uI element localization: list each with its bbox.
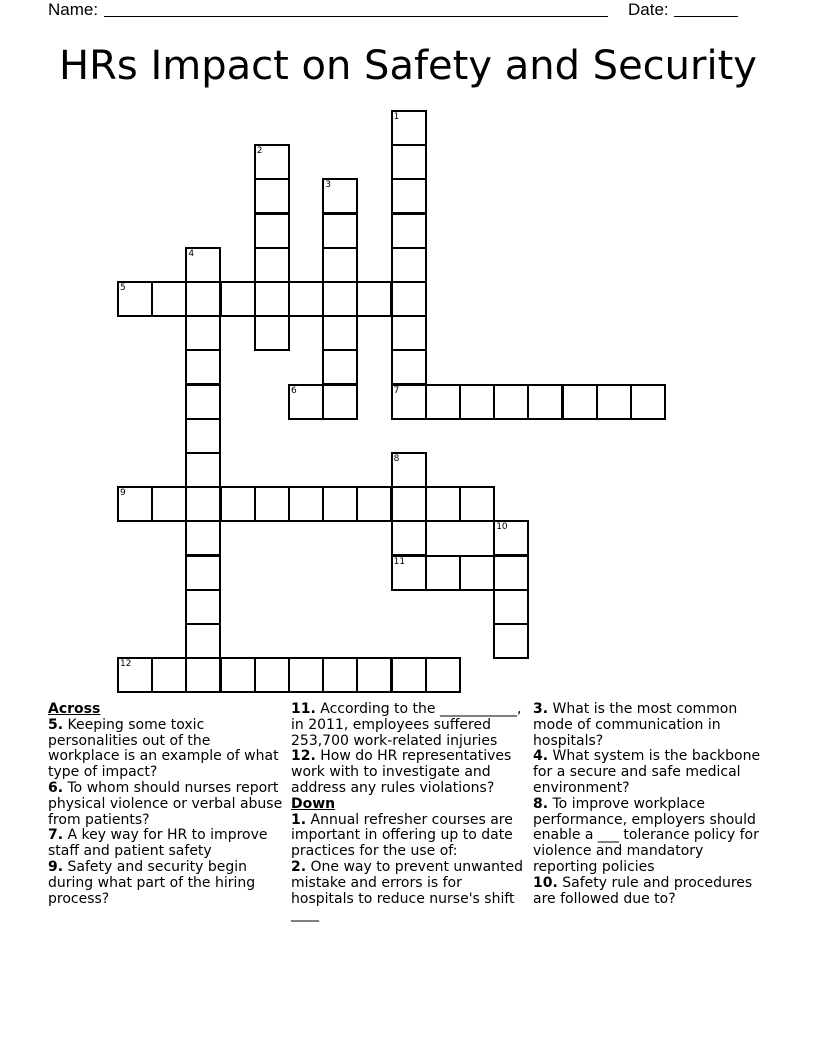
clue-number: 12 <box>120 659 132 670</box>
crossword-cell[interactable] <box>322 281 358 317</box>
crossword-cell[interactable] <box>391 520 427 556</box>
crossword-cell[interactable] <box>391 657 427 693</box>
crossword-cell[interactable] <box>185 520 221 556</box>
crossword-cell[interactable] <box>391 110 427 146</box>
clue-item-text: What system is the backbone for a secure and safe medical environment? <box>533 748 761 796</box>
clue-number: 4 <box>188 248 195 259</box>
clue-item <box>48 860 284 907</box>
clue-number: 8 <box>393 454 400 464</box>
clue-item-number: 6. <box>48 779 64 796</box>
crossword-cell[interactable] <box>185 486 221 522</box>
clue-item-number: 2. <box>291 858 307 875</box>
clue-number: 2 <box>256 146 263 157</box>
clue-item <box>48 828 284 860</box>
crossword-cell[interactable] <box>391 349 427 385</box>
crossword-cell[interactable] <box>391 452 427 488</box>
crossword-cell[interactable] <box>117 486 153 522</box>
crossword-cell[interactable] <box>254 315 290 351</box>
clue-item-number: 11. <box>291 701 316 717</box>
crossword-cell[interactable] <box>322 315 358 351</box>
crossword-cell[interactable] <box>391 555 427 591</box>
crossword-cell[interactable] <box>220 657 256 693</box>
clue-number: 3 <box>325 180 331 191</box>
crossword-cell[interactable] <box>254 486 290 522</box>
crossword-cell[interactable] <box>391 144 427 180</box>
clue-item <box>533 876 769 908</box>
crossword-cell[interactable] <box>185 384 221 420</box>
clue-item-text: Annual refresher courses are important in offering up to date practices for the use of: <box>291 811 513 860</box>
crossword-cell[interactable] <box>391 247 427 283</box>
crossword-cell[interactable] <box>220 486 256 522</box>
crossword-cell[interactable] <box>322 486 358 522</box>
crossword-cell[interactable] <box>288 657 324 693</box>
crossword-cell[interactable] <box>151 281 187 317</box>
clue-item-text: Safety rule and procedures are followed due to? <box>533 874 753 907</box>
page-title: HRs Impact on Safety and Security <box>59 43 757 89</box>
crossword-cell[interactable] <box>220 281 256 317</box>
crossword-cell[interactable] <box>356 281 392 317</box>
crossword-cell[interactable] <box>596 384 632 420</box>
crossword-cell[interactable] <box>493 520 529 556</box>
crossword-cell[interactable] <box>254 281 290 317</box>
crossword-cell[interactable] <box>425 486 461 522</box>
crossword-cell[interactable] <box>117 657 153 693</box>
name-label: Name: <box>48 0 99 19</box>
clues-column-2 <box>291 702 527 923</box>
crossword-cell[interactable] <box>391 281 427 317</box>
crossword-cell[interactable] <box>493 589 529 625</box>
crossword-cell[interactable] <box>288 384 324 420</box>
clue-item-text: What is the most common mode of communication in hospitals? <box>533 701 738 749</box>
clue-item <box>48 781 284 828</box>
crossword-cell[interactable] <box>185 657 221 693</box>
crossword-cell[interactable] <box>151 486 187 522</box>
crossword-cell[interactable] <box>322 349 358 385</box>
clue-item-number: 9. <box>48 858 64 875</box>
crossword-cell[interactable] <box>425 555 461 591</box>
crossword-cell[interactable] <box>459 555 495 591</box>
crossword-cell[interactable] <box>391 178 427 214</box>
crossword-cell[interactable] <box>288 281 324 317</box>
clues-heading: Down <box>291 795 336 812</box>
clue-item-number: 12. <box>291 748 316 765</box>
clue-item-number: 8. <box>533 795 549 812</box>
crossword-cell[interactable] <box>391 213 427 249</box>
clue-item-text: One way to prevent unwanted mistake and errors is for hospitals to reduce nurse's shift ____ <box>291 858 524 923</box>
crossword-cell[interactable] <box>254 178 290 214</box>
clue-item <box>291 813 527 860</box>
crossword-cell[interactable] <box>322 213 358 249</box>
crossword-cell[interactable] <box>185 349 221 385</box>
clue-number: 6 <box>291 385 297 396</box>
crossword-cell[interactable] <box>459 384 495 420</box>
clue-item-text: Safety and security begin during what part of the hiring process? <box>48 858 256 907</box>
clue-item <box>48 718 284 781</box>
crossword-cell[interactable] <box>322 247 358 283</box>
clue-number: 1 <box>393 112 400 122</box>
crossword-cell[interactable] <box>493 623 529 659</box>
clue-item <box>291 702 527 749</box>
clue-number: 5 <box>120 283 126 293</box>
crossword-cell[interactable] <box>254 247 290 283</box>
crossword-cell[interactable] <box>185 247 221 283</box>
crossword-cell[interactable] <box>322 657 358 693</box>
clues-column-3 <box>533 702 769 907</box>
crossword-cell[interactable] <box>288 486 324 522</box>
crossword-cell[interactable] <box>117 281 153 317</box>
crossword-cell[interactable] <box>185 315 221 351</box>
crossword-cell[interactable] <box>493 384 529 420</box>
crossword-cell[interactable] <box>151 657 187 693</box>
crossword-cell[interactable] <box>562 384 598 420</box>
crossword-cell[interactable] <box>185 281 221 317</box>
clue-item-number: 5. <box>48 716 64 733</box>
crossword-cell[interactable] <box>527 384 563 420</box>
crossword-cell[interactable] <box>185 555 221 591</box>
clue-item-text: How do HR representatives work with to investigate and address any rules violations? <box>291 748 512 796</box>
clue-item <box>291 860 527 923</box>
crossword-cell[interactable] <box>185 452 221 488</box>
crossword-cell[interactable] <box>185 623 221 659</box>
clues-heading: Across <box>48 701 101 717</box>
crossword-cell[interactable] <box>254 144 290 180</box>
crossword-cell[interactable] <box>459 486 495 522</box>
clue-item-text: According to the ___________, in 2011, employees suffered 253,700 work-related injuries <box>291 701 522 749</box>
crossword-cell[interactable] <box>391 486 427 522</box>
crossword-cell[interactable] <box>391 315 427 351</box>
crossword-cell[interactable] <box>254 213 290 249</box>
clue-number: 11 <box>393 556 406 567</box>
crossword-cell[interactable] <box>425 657 461 693</box>
clue-item-text: To improve workplace performance, employers should enable a ___ tolerance policy for violence and mandatory reporting policies <box>533 795 759 875</box>
crossword-cell[interactable] <box>425 384 461 420</box>
crossword-cell[interactable] <box>254 657 290 693</box>
crossword-cell[interactable] <box>356 486 392 522</box>
clues-column-1 <box>48 702 284 907</box>
crossword-cell[interactable] <box>185 418 221 454</box>
clue-item-text: Keeping some toxic personalities out of the workplace is an example of what type of impact? <box>48 716 279 781</box>
clue-item-number: 1. <box>291 811 307 828</box>
clue-number: 7 <box>393 385 400 396</box>
crossword-cell[interactable] <box>356 657 392 693</box>
crossword-cell[interactable] <box>630 384 666 420</box>
crossword-cell[interactable] <box>185 589 221 625</box>
clue-item <box>533 797 769 876</box>
clue-item-text: A key way for HR to improve staff and patient safety <box>48 827 268 860</box>
date-label: Date: <box>628 0 669 19</box>
clue-item-number: 7. <box>48 827 64 844</box>
clue-item-text: To whom should nurses report physical violence or verbal abuse from patients? <box>48 779 283 828</box>
clue-number: 10 <box>496 522 508 533</box>
crossword-cell[interactable] <box>391 384 427 420</box>
clue-number: 9 <box>120 488 126 499</box>
clue-item-number: 10. <box>533 874 558 891</box>
crossword-cell[interactable] <box>322 384 358 420</box>
clue-item-number: 4. <box>533 748 549 765</box>
crossword-cell[interactable] <box>322 178 358 214</box>
clue-item <box>291 749 527 796</box>
crossword-cell[interactable] <box>493 555 529 591</box>
clue-item-number: 3. <box>533 701 549 717</box>
clue-item <box>533 702 769 749</box>
clue-item <box>533 749 769 796</box>
